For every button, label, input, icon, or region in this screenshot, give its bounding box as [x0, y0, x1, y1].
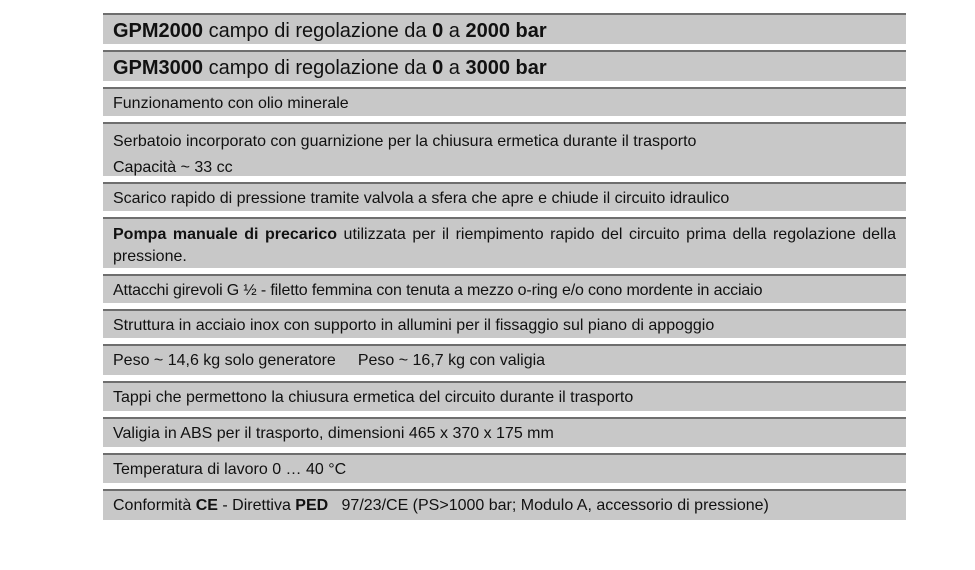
model-name: GPM3000: [113, 57, 204, 79]
ce-mark: CE: [195, 497, 218, 514]
spec-row-release-valve: [103, 182, 906, 211]
spec-row-prefill-pump: [103, 217, 906, 268]
spec-text: Attacchi girevoli G ½ - filetto femmina con tenuta a mezzo o-ring e/o cono mordente in acciaio: [113, 282, 763, 299]
weight-with-case: Peso ~ 16,7 kg con valigia: [357, 352, 546, 369]
spec-text: 97/23/CE (PS>1000 bar; Modulo A, accessorio di pressione): [328, 497, 769, 514]
range-gpm2000: [113, 18, 896, 44]
spec-row-gpm2000: [103, 13, 906, 44]
spec-row-fittings: [103, 274, 906, 303]
spec-row-caps: [103, 381, 906, 411]
spec-text: Serbatoio incorporato con guarnizione per la chiusura ermetica durante il trasporto: [113, 133, 697, 150]
range-text: a: [443, 57, 466, 79]
spec-row-case: [103, 417, 906, 447]
range-min: 0: [432, 57, 444, 79]
spec-row-gpm3000: [103, 50, 906, 81]
spec-text: utilizzata per il riempimento rapido del circuito prima della regolazione della pressione.: [113, 226, 896, 265]
spec-row-oil: [103, 87, 906, 116]
spec-text: Scarico rapido di pressione tramite valvola a sfera che apre e chiude il circuito idraulico: [113, 190, 730, 207]
conformity-line: [113, 495, 896, 517]
weight-generator: Peso ~ 14,6 kg solo generatore: [113, 352, 336, 369]
spec-text: [113, 224, 896, 268]
range-min: 0: [432, 20, 444, 42]
range-max: 2000 bar: [465, 20, 547, 42]
spec-text: Conformità: [113, 497, 196, 514]
range-text: campo di regolazione da: [203, 57, 433, 79]
range-max: 3000 bar: [465, 57, 547, 79]
spec-text: Struttura in acciaio inox con supporto in allumini per il fissaggio sul piano di appoggio: [113, 317, 715, 334]
range-text: a: [443, 20, 466, 42]
spec-text: - Direttiva: [217, 497, 296, 514]
emphasis: Pompa manuale di precarico: [113, 226, 338, 243]
ped-directive: PED: [295, 497, 329, 514]
range-text: campo di regolazione da: [203, 20, 433, 42]
capacity-text: Capacità ~ 33 cc: [113, 159, 233, 176]
range-gpm3000: [113, 55, 896, 81]
spec-text: Funzionamento con olio minerale: [113, 95, 349, 112]
spec-table: [103, 13, 906, 526]
spec-text: Tappi che permettono la chiusura ermetica del circuito durante il trasporto: [113, 389, 634, 406]
spec-text: Temperatura di lavoro 0 … 40 °C: [113, 461, 347, 478]
spec-row-weight: [103, 344, 906, 375]
spec-row-conformity: [103, 489, 906, 520]
spec-row-tank: [103, 122, 906, 176]
model-name: GPM2000: [113, 20, 204, 42]
weight-line: [113, 350, 896, 372]
spec-text: Valigia in ABS per il trasporto, dimensioni 465 x 370 x 175 mm: [113, 425, 554, 442]
spec-row-structure: [103, 309, 906, 338]
spec-row-temperature: [103, 453, 906, 483]
